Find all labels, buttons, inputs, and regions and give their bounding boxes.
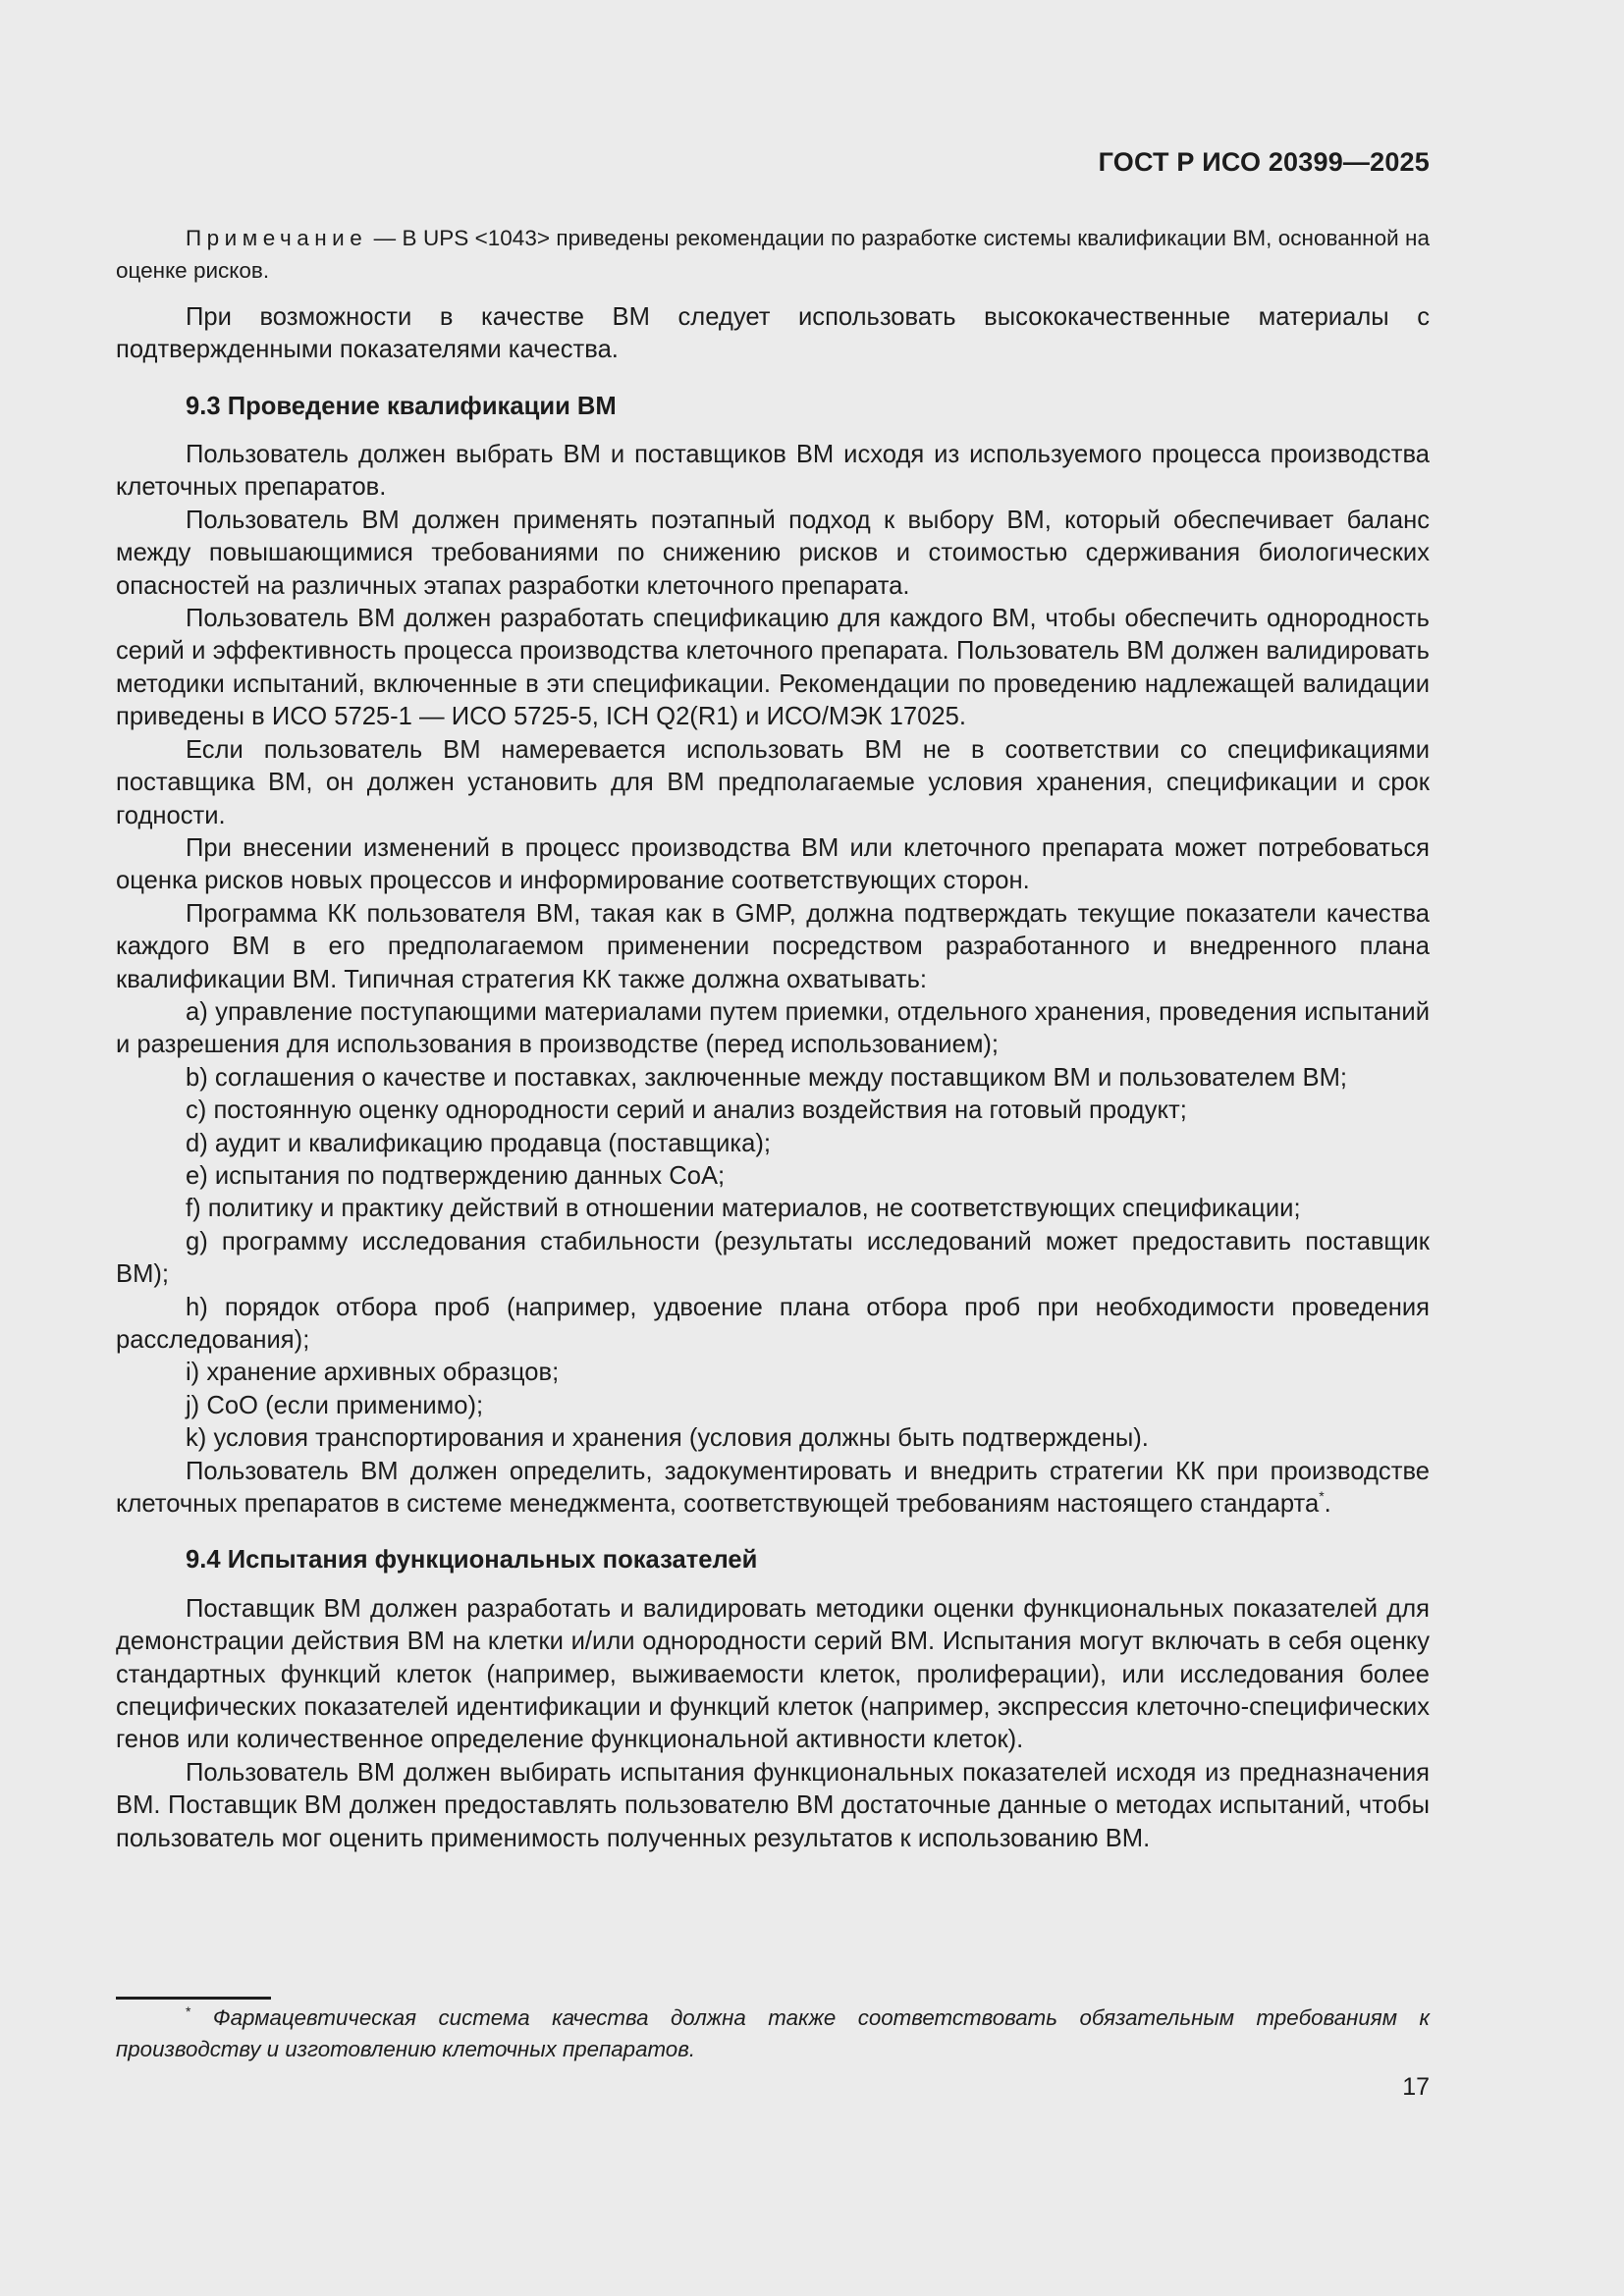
footnote bbox=[116, 2002, 1430, 2064]
list-marker: j) bbox=[186, 1391, 200, 1419]
list-item-g bbox=[116, 1226, 1430, 1292]
section-9-3-paragraph: При внесении изменений в процесс производства ВМ или клеточного препарата может потребоваться оценка рисков новых процессов и информирование соответствующих сторон. bbox=[116, 833, 1430, 895]
intro-paragraph: При возможности в качестве ВМ следует использовать высококачественные материалы с подтвержденными показателями качества. bbox=[116, 302, 1430, 364]
list-item-text: условия транспортирования и хранения (условия должны быть подтверждены). bbox=[213, 1424, 1149, 1453]
list-marker: k) bbox=[186, 1424, 207, 1453]
page-body bbox=[116, 222, 1430, 1855]
list-item-text: аудит и квалификацию продавца (поставщика); bbox=[214, 1129, 772, 1157]
section-9-3-paragraph: Пользователь должен выбрать ВМ и поставщиков ВМ исходя из используемого процесса производства клеточных препаратов. bbox=[116, 441, 1430, 502]
list-marker: d) bbox=[186, 1129, 208, 1157]
section-9-3-closing bbox=[116, 1456, 1430, 1522]
closing-period: . bbox=[1324, 1490, 1331, 1519]
list-item-text: соглашения о качестве и поставках, заключенные между поставщиком ВМ и пользователем ВМ; bbox=[214, 1063, 1348, 1092]
list-item-text: CoO (если применимо); bbox=[206, 1391, 484, 1419]
list-item-j bbox=[116, 1390, 1430, 1422]
footnote-divider bbox=[116, 1997, 271, 2000]
list-marker: c) bbox=[186, 1096, 207, 1125]
note-label: Примечание bbox=[186, 226, 368, 250]
list-marker: e) bbox=[186, 1161, 208, 1190]
page-number: 17 bbox=[1402, 2073, 1430, 2101]
list-marker: h) bbox=[186, 1293, 208, 1321]
document-id: ГОСТ Р ИСО 20399—2025 bbox=[1098, 147, 1430, 177]
list-item-k bbox=[116, 1422, 1430, 1455]
closing-text: Пользователь ВМ должен определить, задокументировать и внедрить стратегии КК при производстве клеточных препаратов в системе менеджмента, соответствующей требованиям настоящего стандарта bbox=[116, 1457, 1430, 1519]
list-item-d bbox=[116, 1128, 1430, 1160]
list-item-text: хранение архивных образцов; bbox=[206, 1359, 560, 1387]
section-9-3-paragraph: Пользователь ВМ должен применять поэтапный подход к выбору ВМ, который обеспечивает баланс между повышающимися требованиями по снижению рисков и стоимостью сдерживания биологических опасностей на различных этапах разработки клеточного препарата. bbox=[116, 506, 1430, 600]
list-item-h bbox=[116, 1292, 1430, 1358]
list-item-text: порядок отбора проб (например, удвоение плана отбора проб при необходимости проведения расследования); bbox=[116, 1293, 1430, 1354]
footnote-mark: * bbox=[186, 2003, 191, 2019]
list-item-text: политику и практику действий в отношении материалов, не соответствующих спецификации; bbox=[207, 1195, 1301, 1223]
list-item-text: программу исследования стабильности (результаты исследований может предоставить поставщик ВМ); bbox=[116, 1227, 1430, 1289]
list-item-text: постоянную оценку однородности серий и анализ воздействия на готовый продукт; bbox=[213, 1096, 1187, 1125]
section-9-3-paragraph: Пользователь ВМ должен разработать спецификацию для каждого ВМ, чтобы обеспечить однородность серий и эффективность процесса производства клеточного препарата. Пользователь ВМ должен валидировать методики испытаний, включенные в эти спецификации. Рекомендации по проведению надлежащей валидации приведены в ИСО 5725-1 — ИСО 5725-5, ICH Q2(R1) и ИСО/МЭК 17025. bbox=[116, 605, 1430, 731]
list-item-e bbox=[116, 1160, 1430, 1193]
list-item-c bbox=[116, 1095, 1430, 1127]
section-9-4-paragraph: Поставщик ВМ должен разработать и валидировать методики оценки функциональных показателей для демонстрации действия ВМ на клетки и/или однородности серий ВМ. Испытания могут включать в себя оценку стандартных функций клеток (например, выживаемости клеток, пролиферации), или исследования более специфических показателей идентификации и функций клеток (например, экспрессия клеточно-специфических генов или количественное определение функциональной активности клеток). bbox=[116, 1594, 1430, 1754]
section-9-4-paragraph: Пользователь ВМ должен выбирать испытания функциональных показателей исходя из предназначения ВМ. Поставщик ВМ должен предоставлять пользователю ВМ достаточные данные о методах испытаний, чтобы пользователь мог оценить применимость полученных результатов к использованию ВМ. bbox=[116, 1758, 1430, 1852]
note bbox=[116, 222, 1430, 288]
footnote-text: Фармацевтическая система качества должна также соответствовать обязательным требованиям к производству и изготовлению клеточных препаратов. bbox=[116, 2005, 1430, 2061]
list-item-text: испытания по подтверждению данных CoA; bbox=[214, 1161, 726, 1190]
list-marker: b) bbox=[186, 1063, 208, 1092]
note-text: — В UPS <1043> приведены рекомендации по разработке системы квалификации ВМ, основанной на оценке рисков. bbox=[116, 226, 1430, 284]
document-page bbox=[116, 0, 1430, 2296]
list-item-b bbox=[116, 1062, 1430, 1095]
footnote-reference[interactable]: * bbox=[1319, 1488, 1325, 1505]
list-item-a bbox=[116, 996, 1430, 1062]
list-item-text: управление поступающими материалами путем приемки, отдельного хранения, проведения испытаний и разрешения для использования в производстве (перед использованием); bbox=[116, 997, 1430, 1059]
list-item-i bbox=[116, 1357, 1430, 1389]
list-item-f bbox=[116, 1193, 1430, 1225]
section-9-3-paragraph: Программа КК пользователя ВМ, такая как в GMP, должна подтверждать текущие показатели качества каждого ВМ в его предполагаемом применении посредством разработанного и внедренного плана квалификации ВМ. Типичная стратегия КК также должна охватывать: bbox=[116, 899, 1430, 993]
list-marker: f) bbox=[186, 1195, 201, 1223]
section-9-3-heading: 9.3 Проведение квалификации ВМ bbox=[186, 392, 617, 420]
list-marker: a) bbox=[186, 997, 208, 1026]
section-9-4-heading: 9.4 Испытания функциональных показателей bbox=[186, 1546, 758, 1575]
list-marker: i) bbox=[186, 1359, 200, 1387]
list-marker: g) bbox=[186, 1227, 208, 1255]
section-9-3-paragraph: Если пользователь ВМ намеревается использовать ВМ не в соответствии со спецификациями поставщика ВМ, он должен установить для ВМ предполагаемые условия хранения, спецификации и срок годности. bbox=[116, 735, 1430, 829]
